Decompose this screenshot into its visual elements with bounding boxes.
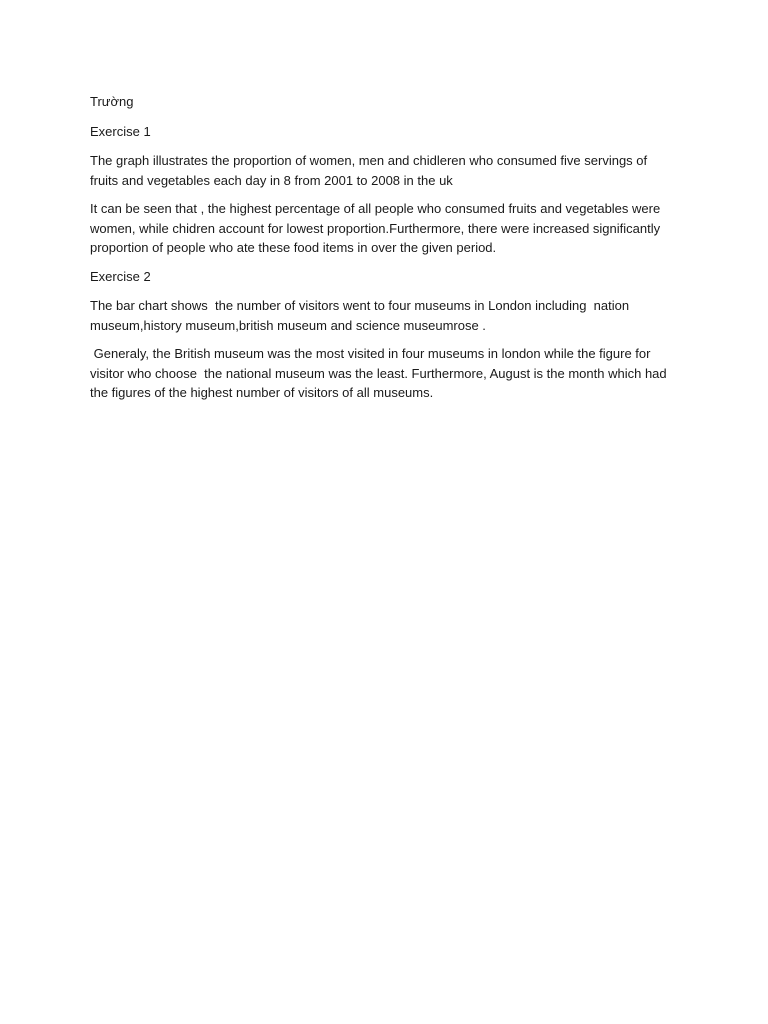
exercise-1-paragraph-1: The graph illustrates the proportion of women, men and chidleren who consumed five servings of fruits and vegetables each day in 8 from 2001 to 2008 in the uk	[90, 153, 651, 188]
author-name: Trường	[90, 94, 134, 109]
exercise-2-paragraph-2: Generaly, the British museum was the most visited in four museums in london while the figure for visitor who choose the national museum was the least. Furthermore, August is the month which had the figures of the highest number of visitors of all museums.	[90, 346, 671, 400]
exercise-2-paragraph-1: The bar chart shows the number of visitors went to four museums in London including nation museum,history museum,british museum and science museumrose .	[90, 298, 633, 333]
exercise-1-paragraph-2: It can be seen that , the highest percentage of all people who consumed fruits and vegetables were women, while chidren account for lowest proportion.Furthermore, there were increased significantly proportion of people who ate these food items in over the given period.	[90, 201, 664, 255]
exercise-2-heading: Exercise 2	[90, 268, 151, 284]
exercise-1-heading: Exercise 1	[90, 123, 151, 139]
